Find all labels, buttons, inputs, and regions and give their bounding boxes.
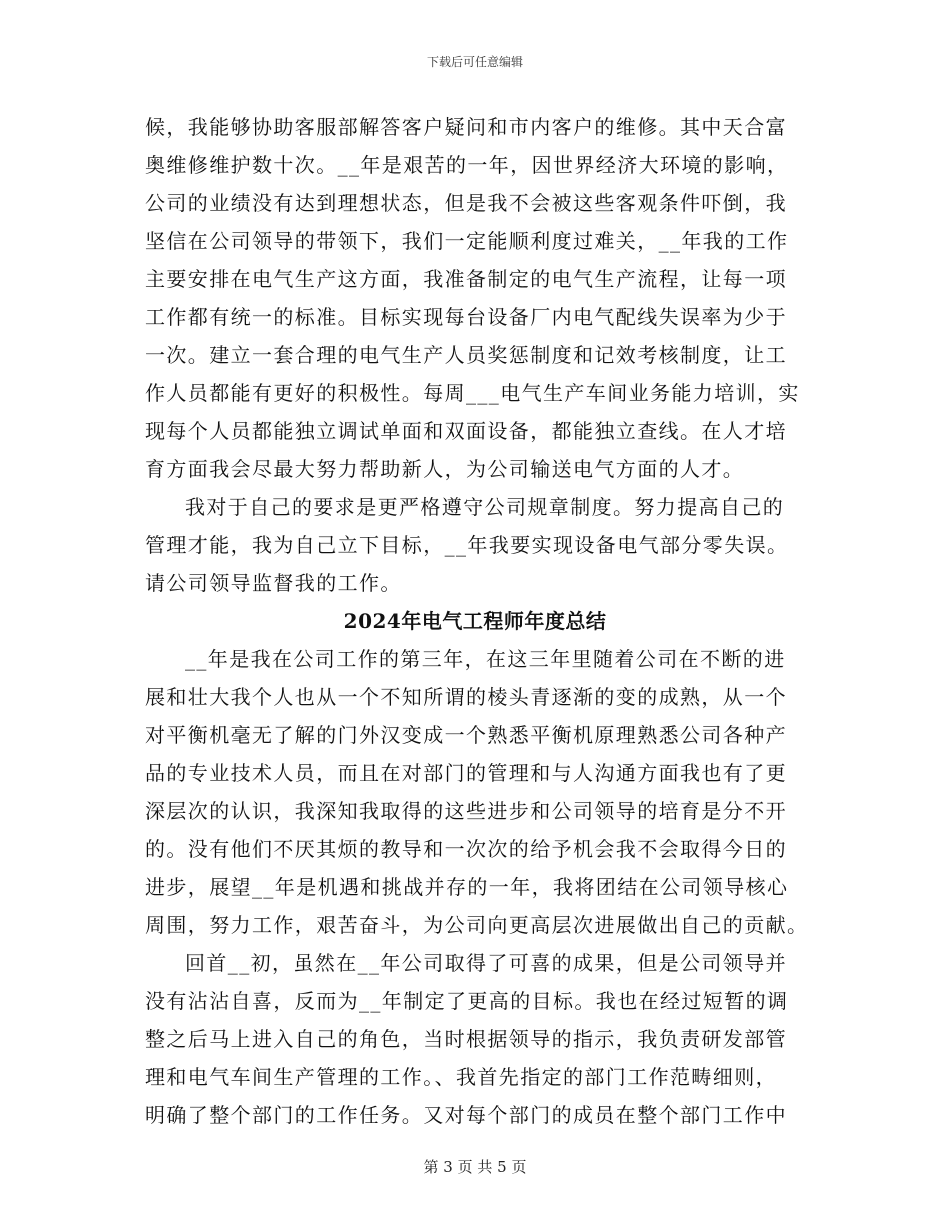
paragraph-line: 的。没有他们不厌其烦的教导和一次次的给予机会我不会取得今日的 <box>145 837 787 861</box>
paragraph-line: 回首__初，虽然在__年公司取得了可喜的成果，但是公司领导并 <box>185 951 787 975</box>
paragraph-line: 一次。建立一套合理的电气生产人员奖惩制度和记效考核制度，让工 <box>145 343 787 367</box>
paragraph-line: 明确了整个部门的工作任务。又对每个部门的成员在整个部门工作中 <box>145 1103 787 1127</box>
paragraph-line: 展和壮大我个人也从一个不知所谓的棱头青逐渐的变的成熟，从一个 <box>145 685 787 709</box>
paragraph-line: 请公司领导监督我的工作。 <box>145 571 402 595</box>
page-number: 第 3 页 共 5 页 <box>423 1158 527 1176</box>
paragraph-line: 育方面我会尽最大努力帮助新人，为公司输送电气方面的人才。 <box>145 457 745 481</box>
paragraph-line: 主要安排在电气生产这方面，我准备制定的电气生产流程，让每一项 <box>145 267 787 291</box>
paragraph-line: 公司的业绩没有达到理想状态，但是我不会被这些客观条件吓倒，我 <box>145 191 787 215</box>
paragraph-line: 作人员都能有更好的积极性。每周___电气生产车间业务能力培训，实 <box>145 381 800 405</box>
paragraph-line: 候，我能够协助客服部解答客户疑问和市内客户的维修。其中天合富 <box>145 115 787 139</box>
paragraph-line: 整之后马上进入自己的角色，当时根据领导的指示，我负责研发部管 <box>145 1027 787 1051</box>
paragraph-line: 我对于自己的要求是更严格遵守公司规章制度。努力提高自己的 <box>185 495 785 519</box>
paragraph-line: 坚信在公司领导的带领下，我们一定能顺利度过难关，__年我的工作 <box>145 229 789 253</box>
paragraph-line: 管理才能，我为自己立下目标，__年我要实现设备电气部分零失误。 <box>145 533 789 557</box>
paragraph-line: 进步，展望__年是机遇和挑战并存的一年，我将团结在公司领导核心 <box>145 875 789 899</box>
section-title: 2024年电气工程师年度总结 <box>343 609 607 633</box>
document-body <box>145 108 809 1134</box>
paragraph-line: 理和电气车间生产管理的工作。、我首先指定的部门工作范畴细则， <box>145 1065 777 1089</box>
paragraph-line: __年是我在公司工作的第三年，在这三年里随着公司在不断的进 <box>185 647 786 671</box>
paragraph-line: 没有沾沾自喜，反而为__年制定了更高的目标。我也在经过短暂的调 <box>145 989 789 1013</box>
paragraph-line: 工作都有统一的标准。目标实现每台设备厂内电气配线失误率为少于 <box>145 305 787 329</box>
paragraph-line: 品的专业技术人员，而且在对部门的管理和与人沟通方面我也有了更 <box>145 761 787 785</box>
header-note: 下载后可任意编辑 <box>426 55 523 69</box>
paragraph-line: 奥维修维护数十次。__年是艰苦的一年，因世界经济大环境的影响， <box>145 153 789 177</box>
paragraph-line: 深层次的认识，我深知我取得的这些进步和公司领导的培育是分不开 <box>145 799 787 823</box>
paragraph-line: 周围，努力工作，艰苦奋斗，为公司向更高层次进展做出自己的贡献。 <box>145 913 809 937</box>
paragraph-line: 现每个人员都能独立调试单面和双面设备，都能独立查线。在人才培 <box>145 419 787 443</box>
paragraph-line: 对平衡机毫无了解的门外汉变成一个熟悉平衡机原理熟悉公司各种产 <box>145 723 787 747</box>
